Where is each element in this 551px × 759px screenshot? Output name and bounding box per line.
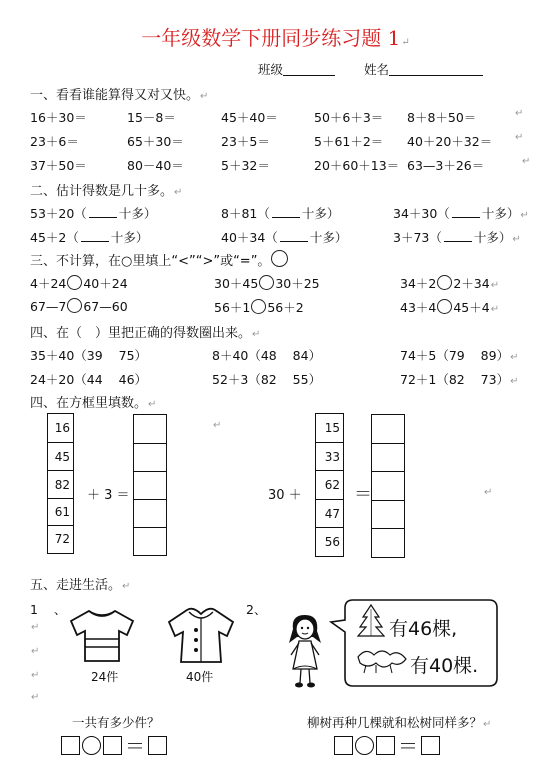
estimate-unit: 十多） xyxy=(473,230,512,245)
bubble-line-2: 有40棵. xyxy=(410,655,479,677)
answer-square[interactable] xyxy=(334,736,353,755)
compare-item: 34＋2 2＋34↵ xyxy=(400,276,500,291)
right-number-column xyxy=(315,413,344,557)
compare-right: 30＋25 xyxy=(275,276,320,291)
compare-circle[interactable] xyxy=(437,299,452,314)
compare-item xyxy=(214,298,304,316)
answer-box[interactable] xyxy=(372,500,404,529)
estimate-expression: 40＋34（ xyxy=(221,230,278,245)
equation-item: 50＋6＋3＝ xyxy=(314,110,384,125)
tshirt-icon xyxy=(67,607,137,665)
answer-blank[interactable] xyxy=(452,207,480,218)
left-operation: ＋ 3 ＝ xyxy=(87,488,130,503)
answer-square[interactable] xyxy=(421,736,440,755)
choice-item xyxy=(212,346,321,364)
estimate-expression: 34＋30（ xyxy=(393,206,450,221)
choice-item: 72＋1（82 73）↵ xyxy=(400,372,519,387)
answer-blank[interactable] xyxy=(280,231,308,242)
estimate-expression: 8＋81（ xyxy=(221,206,270,221)
answer-box[interactable] xyxy=(372,415,404,444)
equation-item: 40＋20＋32＝ xyxy=(407,134,493,149)
number-cell: 33 xyxy=(316,443,343,471)
girl-icon xyxy=(283,613,329,691)
right-answer-column[interactable] xyxy=(371,414,405,558)
compare-left: 30＋45 xyxy=(214,276,259,291)
number-cell: 56 xyxy=(324,535,340,549)
choice-option-a[interactable]: 24＋20（44 xyxy=(30,372,103,387)
answer-blank[interactable] xyxy=(81,231,109,242)
equation-item: 45＋40＝ xyxy=(221,110,278,125)
pine-tree-icon xyxy=(357,603,385,639)
equation-item: 37＋50＝ xyxy=(30,158,87,173)
section-4-heading: 四、在（ ）里把正确的得数圈出来。↵ xyxy=(30,326,261,341)
choice-item xyxy=(212,370,321,388)
compare-left: 56＋1 xyxy=(214,300,251,315)
answer-square[interactable] xyxy=(376,736,395,755)
number-cell: 62 xyxy=(316,471,343,500)
section-6-heading: 五、走进生活。↵ xyxy=(30,578,131,593)
compare-left: 4＋24 xyxy=(30,276,67,291)
compare-right: 45＋4 xyxy=(453,300,490,315)
number-cell: 15 xyxy=(316,414,343,443)
estimate-expression: 53＋20（ xyxy=(30,206,87,221)
answer-box[interactable] xyxy=(134,471,166,500)
compare-circle[interactable] xyxy=(437,275,452,290)
choice-option-b[interactable]: 73） xyxy=(480,372,510,387)
compare-circle[interactable] xyxy=(67,298,82,313)
compare-item xyxy=(30,274,128,292)
question-1-text: 一共有多少件？ xyxy=(72,715,160,730)
choice-option-b[interactable]: 46） xyxy=(118,372,148,387)
equation-item: 20＋60＋13＝ xyxy=(314,158,400,173)
choice-option-b[interactable]: 75） xyxy=(118,348,148,363)
number-cell: 45 xyxy=(48,443,73,471)
choice-item xyxy=(30,370,147,388)
choice-item xyxy=(30,346,147,364)
compare-item: 43＋4 45＋4↵ xyxy=(400,300,500,315)
answer-blank[interactable] xyxy=(89,207,117,218)
estimate-item: 3＋73（ 十多）↵ xyxy=(393,230,521,245)
equation-item: 63—3＋26＝ xyxy=(407,158,485,173)
number-cell: 72 xyxy=(54,532,70,546)
number-cell: 61 xyxy=(48,499,73,526)
circle-icon xyxy=(271,250,288,267)
equation-item: 16＋30＝ xyxy=(30,110,87,125)
compare-item xyxy=(30,298,128,314)
choice-item: 74＋5（79 89）↵ xyxy=(400,348,519,363)
estimate-item xyxy=(30,228,148,246)
choice-option-b[interactable]: 89） xyxy=(480,348,510,363)
estimate-item xyxy=(30,204,156,222)
equation-item: 80－40＝ xyxy=(127,158,184,173)
question-2-number: 2、 xyxy=(246,602,267,617)
left-number-column xyxy=(47,413,74,554)
answer-blank[interactable] xyxy=(444,231,472,242)
compare-circle[interactable] xyxy=(67,275,82,290)
answer-box[interactable] xyxy=(134,443,166,472)
number-cell: 47 xyxy=(316,500,343,528)
right-operation-prefix: 30 ＋ xyxy=(268,488,302,503)
equation-item: 8＋8＋50＝ xyxy=(407,110,477,125)
estimate-unit: 十多） xyxy=(481,206,520,221)
choice-option-a[interactable]: 72＋1（82 xyxy=(400,372,465,387)
right-equals: ＝ xyxy=(354,484,372,505)
section-2-heading: 二、估计得数是几十多。↵ xyxy=(30,184,183,199)
willow-tree-icon xyxy=(356,645,408,675)
choice-option-a[interactable]: 74＋5（79 xyxy=(400,348,465,363)
choice-option-a[interactable]: 8＋40（48 xyxy=(212,348,277,363)
answer-box[interactable] xyxy=(372,471,404,501)
estimate-unit: 十多） xyxy=(309,230,348,245)
equation-item: 23＋6＝ xyxy=(30,134,79,149)
answer-box[interactable] xyxy=(134,499,166,528)
equation-item: 23＋5＝ xyxy=(221,134,270,149)
equation-item: 65＋30＝ xyxy=(127,134,184,149)
compare-circle[interactable] xyxy=(251,299,266,314)
compare-right: 67—60 xyxy=(83,299,128,314)
compare-left: 34＋2 xyxy=(400,276,437,291)
estimate-item xyxy=(221,228,347,246)
answer-box[interactable] xyxy=(134,415,166,444)
equation-item: 15－8＝ xyxy=(127,110,176,125)
compare-left: 43＋4 xyxy=(400,300,437,315)
equation-item: 5＋61＋2＝ xyxy=(314,134,384,149)
question-2-answer[interactable]: ＝ xyxy=(333,730,441,759)
answer-box[interactable] xyxy=(372,443,404,472)
section-3-heading: 三、不计算，在○里填上“<”“>”或“=”。 xyxy=(30,250,289,269)
name-field[interactable]: 姓名 xyxy=(364,60,483,78)
choice-option-b[interactable]: 84） xyxy=(292,348,322,363)
estimate-unit: 十多） xyxy=(110,230,149,245)
compare-right: 2＋34 xyxy=(453,276,490,291)
compare-left: 67—7 xyxy=(30,299,67,314)
bubble-line-1: 有46棵, xyxy=(389,618,458,640)
number-cell: 16 xyxy=(48,414,73,443)
answer-box[interactable] xyxy=(134,527,166,555)
choice-option-b[interactable]: 55） xyxy=(292,372,322,387)
choice-option-a[interactable]: 35＋40（39 xyxy=(30,348,103,363)
estimate-item xyxy=(221,204,339,222)
jacket-icon xyxy=(163,604,239,666)
compare-item xyxy=(214,274,320,292)
compare-right: 56＋2 xyxy=(267,300,304,315)
estimate-expression: 3＋73（ xyxy=(393,230,442,245)
estimate-unit: 十多） xyxy=(301,206,340,221)
equation-item: 5＋32＝ xyxy=(221,158,270,173)
answer-square[interactable] xyxy=(103,736,122,755)
estimate-expression: 45＋2（ xyxy=(30,230,79,245)
section-5-heading: 四、在方框里填数。↵ xyxy=(30,396,157,411)
answer-box[interactable] xyxy=(372,528,404,557)
operator-circle[interactable] xyxy=(82,736,101,755)
question-2-text: 柳树再种几棵就和松树同样多？↵ xyxy=(307,715,492,730)
compare-circle[interactable] xyxy=(259,275,274,290)
choice-option-a[interactable]: 52＋3（82 xyxy=(212,372,277,387)
answer-square[interactable] xyxy=(61,736,80,755)
jacket-count: 40件 xyxy=(186,670,214,684)
page-title: 一年级数学下册同步练习题 1↵ xyxy=(141,26,410,50)
left-answer-column[interactable] xyxy=(133,414,167,556)
compare-right: 40＋24 xyxy=(83,276,128,291)
class-field[interactable]: 班级 xyxy=(258,60,335,78)
tshirt-count: 24件 xyxy=(91,670,119,684)
question-1-answer[interactable]: ＝ xyxy=(60,730,168,759)
estimate-item: 34＋30（ 十多）↵ xyxy=(393,206,529,221)
number-cell: 82 xyxy=(48,471,73,499)
estimate-unit: 十多） xyxy=(118,206,157,221)
question-1-number: 1 、 xyxy=(30,602,67,617)
section-1-heading: 一、看看谁能算得又对又快。↵ xyxy=(30,88,209,103)
answer-blank[interactable] xyxy=(272,207,300,218)
answer-square[interactable] xyxy=(148,736,167,755)
operator-circle[interactable] xyxy=(355,736,374,755)
